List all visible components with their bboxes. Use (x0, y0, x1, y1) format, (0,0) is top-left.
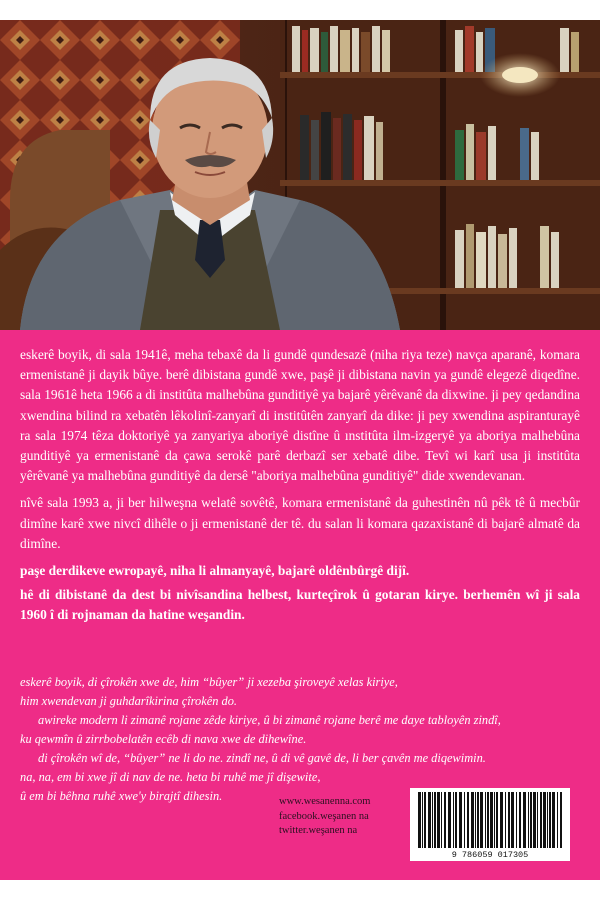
barcode-bar (505, 792, 506, 848)
biography-paragraph-2: nîvê sala 1993 a, ji ber hilweşna welatê sovêtê, komara ermenistanê da guhestinên nû pêk tê û mecbûr dimîne karê xwe nivcî dihêle o ji ermenistanê der tê. du salan li komara qazaxistanê di bajarê almatê da dimîne. (20, 495, 580, 551)
quote-line-1: eskerê boyik, di çîrokên xwe de, him “bûyer” ji xezeba şiroveyê xelas kiriye, (20, 675, 398, 689)
quote-line-5: di çîrokên wî de, “bûyer” ne li do ne. zindî ne, û di vê gavê de, li ber çavên me diqewimin. (38, 751, 486, 765)
barcode-bar (552, 792, 555, 848)
barcode-bar (424, 792, 426, 848)
barcode-bar (471, 792, 474, 848)
barcode-bar (480, 792, 483, 848)
barcode-bar (500, 792, 503, 848)
author-portrait-illustration (0, 20, 600, 330)
facebook-link[interactable]: facebook.weşanen na (279, 810, 369, 822)
barcode-bar (441, 792, 442, 848)
isbn-barcode (410, 788, 570, 861)
barcode-bar (485, 792, 486, 848)
barcode-bar (448, 792, 451, 848)
barcode-bar (453, 792, 454, 848)
barcode-bar (547, 792, 548, 848)
barcode-bar (549, 792, 551, 848)
barcode-bar (418, 792, 421, 848)
barcode-bar (494, 792, 495, 848)
barcode-bar (432, 792, 433, 848)
quote-line-2: him xwendevan ji guhdarîkirina çîrokên do. (20, 694, 238, 708)
barcode-bar (434, 792, 436, 848)
barcode-bar (428, 792, 431, 848)
barcode-bar (516, 792, 517, 848)
barcode-bar (557, 792, 558, 848)
barcode-graphic (410, 788, 570, 861)
barcode-bar (467, 792, 469, 848)
isbn-number: 9 786059 017305 (451, 850, 529, 860)
quote-line-3: awireke modern li zimanê rojane zêde kiriye, û bi zimanê rojane berê me daye tabloyên zindî, (38, 713, 501, 727)
author-biography (20, 345, 580, 630)
quote-line-7: û em bi bêhna ruhê xwe'y birajtî dihesin. (20, 789, 223, 803)
barcode-bar (496, 792, 498, 848)
publisher-contacts (279, 795, 370, 839)
back-cover (0, 20, 600, 880)
barcode-bars (418, 792, 562, 848)
quote-line-4: ku qewmîn û zirrbobelatên ecêb di nava xwe de dihewîne. (20, 732, 307, 746)
barcode-bar (464, 792, 465, 848)
website-link[interactable]: www.wesanenna.com (279, 796, 371, 807)
barcode-bar (487, 792, 489, 848)
author-photo (0, 20, 600, 330)
barcode-bar (528, 792, 529, 848)
twitter-link[interactable]: twitter.weşanen na (279, 825, 358, 836)
barcode-bar (455, 792, 457, 848)
barcode-bar (508, 792, 510, 848)
barcode-bar (533, 792, 536, 848)
barcode-bar (519, 792, 521, 848)
biography-paragraph-4: hê di dibistanê da dest bi nivîsandina helbest, kurteçîrok û gotaran kirye. berhemên wî ji sala 1960 î di rojnaman da hatine weşandin. (20, 587, 580, 623)
barcode-bar (475, 792, 476, 848)
barcode-bar (437, 792, 440, 848)
barcode-bar (543, 792, 546, 848)
review-quote (20, 673, 540, 806)
biography-paragraph-1: eskerê boyik, di sala 1941ê, meha tebaxê da li gundê qundesazê (niha riya teze) navça aparanê, komara ermenistanê ji dayik bûye. berê dibistana gundê xwe, paşê ji dibistana navin ya gundê elegezê diqedîne. sala 1961ê heta 1966 a di institûta malhebûna gunditiyê ya bajarê yêrêvanê da dixwine. ji pey qedandina xwendina bilind ra xebatên lêkolinî-zanyarî di institûtên zanyarî da dike: ji pey xwendina aspiranturayê ra sala 1974 têza doktoriyê ya zanyariya aboriyê distîne û ınstitûta ilm-izgeryê ya aboriya malhebûna gunditiyê ya ermenistanê da çawa serokê parê derbazî ser xebatê dibe. Tevî wi karî usa ji institûta yêrêvanê ya malhebûna gunditiyê da dersê "aboriya malhebûna gunditiyê" dide xwendevanan. (20, 347, 580, 484)
barcode-bar (560, 792, 562, 848)
barcode-bar (530, 792, 532, 848)
barcode-bar (477, 792, 479, 848)
barcode-bar (444, 792, 446, 848)
barcode-bar (537, 792, 538, 848)
barcode-bar (511, 792, 514, 848)
barcode-bar (490, 792, 493, 848)
barcode-bar (540, 792, 542, 848)
barcode-bar (459, 792, 462, 848)
biography-paragraph-3: paşe derdikeve ewropayê, niha li almanyayê, bajarê oldênbûrgê dijî. (20, 563, 410, 579)
barcode-bar (523, 792, 526, 848)
barcode-bar (422, 792, 423, 848)
quote-line-6: na, na, em bi xwe jî di nav de ne. heta bi ruhê me jî dişewite, (20, 770, 321, 784)
